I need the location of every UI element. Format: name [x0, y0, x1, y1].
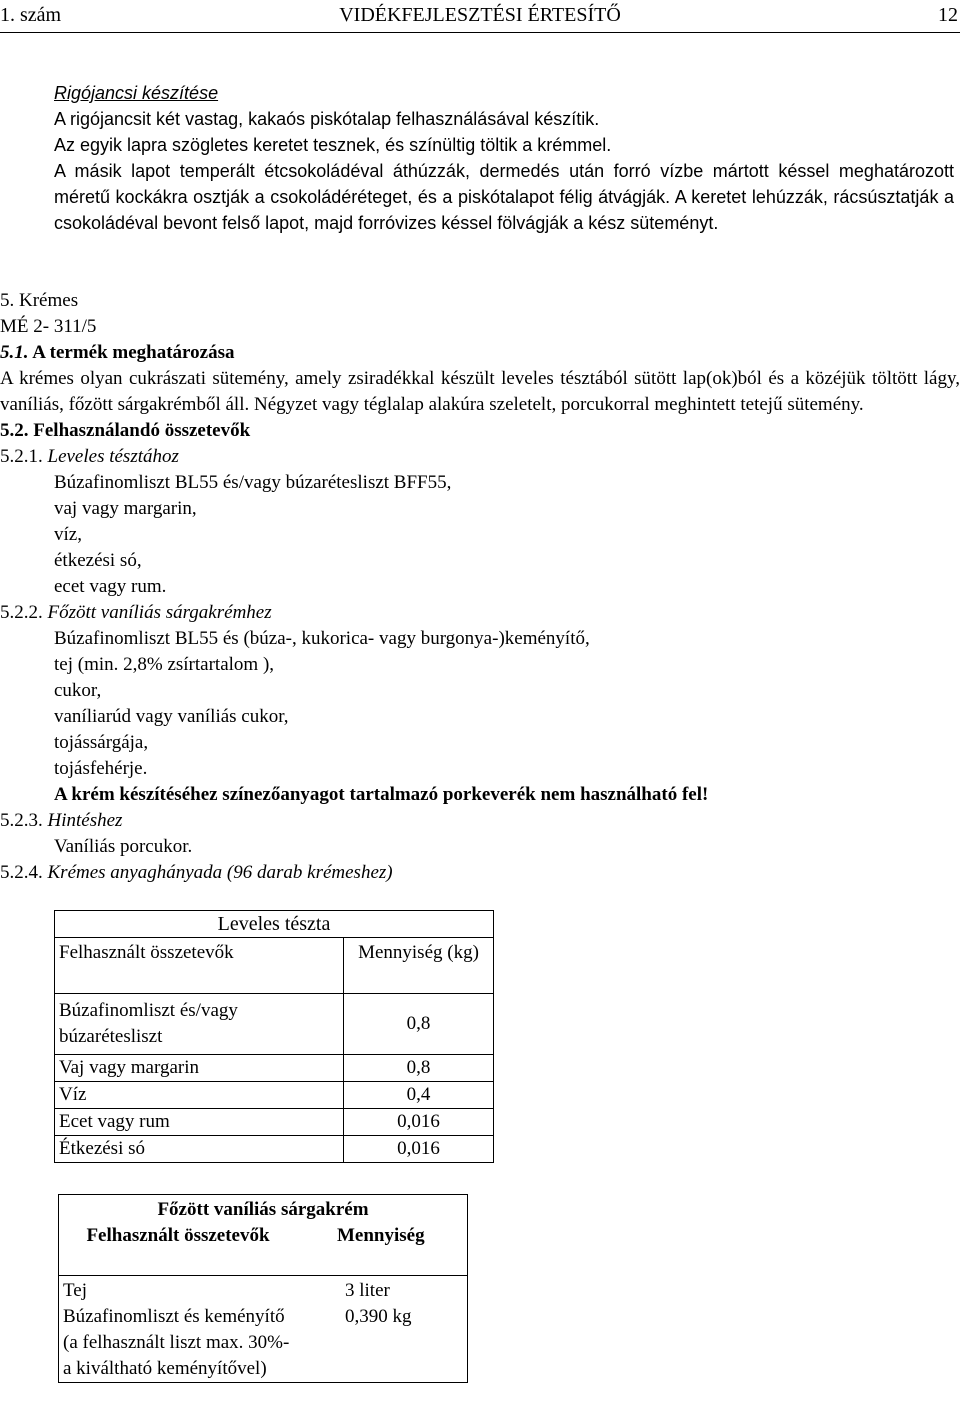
- header-divider: [0, 32, 960, 33]
- table-header-ingredients: Felhasznált összetevők: [55, 938, 344, 994]
- leveles-teszta-table: [54, 910, 494, 1163]
- table-cell: 0,016: [344, 1136, 494, 1163]
- section-5-1-text: A krémes olyan cukrászati sütemény, amely zsiradékkal készült leveles tésztából sütött lap(ok)ból és a közéjük töltött lágy, vaníliás, főzött sárgakrémből áll. Négyzet vagy téglalap alakúra szeletelt, porcukorral meghintett tetejű sütemény.: [0, 368, 960, 415]
- section-5-2-1-title: 5.2.1. Leveles tésztához: [0, 446, 179, 467]
- list-item: ecet vagy rum.: [54, 576, 167, 597]
- list-item: vaníliarúd vagy vaníliás cukor,: [54, 706, 289, 727]
- table-cell: Búzafinomliszt és/vagy búzarétesliszt: [55, 994, 344, 1055]
- table-header-quantity: Mennyiség: [297, 1223, 468, 1275]
- rigo-paragraph: A másik lapot temperált étcsokoládéval áthúzzák, dermedés után forró vízbe mártott késsel meghatározott méretű kockákra osztják a csokoládéréteget, és a piskótalapot félig átvágják. A keretet lehúzzák, rácsúsztatják a csokoládéval bevont felső lapot, majd forróvizes késsel fölvágják a kész süteményt.: [54, 161, 954, 233]
- table-cell: Víz: [55, 1082, 344, 1109]
- sargakrem-table: [58, 1194, 468, 1383]
- page-header: [0, 2, 960, 30]
- table-cell: 0,8: [344, 994, 494, 1055]
- table-cell: 0,390 kg: [345, 1305, 412, 1327]
- section-5-1-title: 5.1. A termék meghatározása: [0, 342, 235, 363]
- publication-title: VIDÉKFEJLESZTÉSI ÉRTESÍTŐ: [339, 4, 621, 26]
- table-caption: Főzött vaníliás sárgakrém: [157, 1199, 369, 1220]
- section-5-2-3-title: 5.2.3. Hintéshez: [0, 810, 123, 831]
- list-item: tojásfehérje.: [54, 758, 148, 779]
- kremes-section: [0, 288, 960, 886]
- list-item: étkezési só,: [54, 550, 142, 571]
- section-5-2-1-list: [0, 470, 960, 600]
- rigo-line-2: Az egyik lapra szögletes keretet tesznek, és színültig töltik a krémmel.: [54, 135, 612, 155]
- list-item: Búzafinomliszt BL55 és (búza-, kukorica- vagy burgonya-)keményítő,: [54, 628, 590, 649]
- page-number: 12: [938, 4, 958, 26]
- list-item: tojássárgája,: [54, 732, 149, 753]
- table-cell: Ecet vagy rum: [55, 1109, 344, 1136]
- list-item: tej (min. 2,8% zsírtartalom ),: [54, 654, 275, 675]
- table-cell: Tej: [63, 1279, 87, 1301]
- section-5-2-2-list: [0, 626, 960, 808]
- table-cell: Vaj vagy margarin: [55, 1055, 344, 1082]
- list-item: cukor,: [54, 680, 102, 701]
- rigo-title: Rigójancsi készítése: [54, 83, 219, 103]
- table-cell: 0,016: [344, 1109, 494, 1136]
- table-cell: 0,4: [344, 1082, 494, 1109]
- warning-text: A krém készítéséhez színezőanyagot tartalmazó porkeverék nem használható fel!: [54, 784, 709, 805]
- table-caption: Leveles tészta: [55, 911, 494, 938]
- list-item: Búzafinomliszt BL55 és/vagy búzarétesliszt BFF55,: [54, 472, 452, 493]
- table-header-ingredients: Felhasznált összetevők: [59, 1223, 298, 1275]
- table-cell: 3 liter: [345, 1279, 390, 1301]
- table-cell: Búzafinomliszt és keményítő (a felhasznált liszt max. 30%-a kiváltható keményítővel): [63, 1305, 290, 1379]
- rigo-line-1: A rigójancsit két vastag, kakaós piskótalap felhasználásával készítik.: [54, 109, 600, 129]
- section-5-2-title: 5.2. Felhasználandó összetevők: [0, 420, 251, 441]
- section-5-2-2-title: 5.2.2. Főzött vaníliás sárgakrémhez: [0, 602, 272, 623]
- table-header-quantity: Mennyiség (kg): [344, 938, 494, 994]
- list-item: vaj vagy margarin,: [54, 498, 197, 519]
- list-item: víz,: [54, 524, 82, 545]
- kremes-code: MÉ 2- 311/5: [0, 316, 97, 337]
- section-5-2-4-title: 5.2.4. Krémes anyaghányada (96 darab krémeshez): [0, 862, 393, 883]
- table-cell: 0,8: [344, 1055, 494, 1082]
- table-cell: Étkezési só: [55, 1136, 344, 1163]
- kremes-heading: 5. Krémes: [0, 290, 79, 311]
- section-5-2-3-item: Vaníliás porcukor.: [54, 836, 193, 857]
- rigo-section: [54, 80, 954, 236]
- issue-number: 1. szám: [0, 4, 62, 26]
